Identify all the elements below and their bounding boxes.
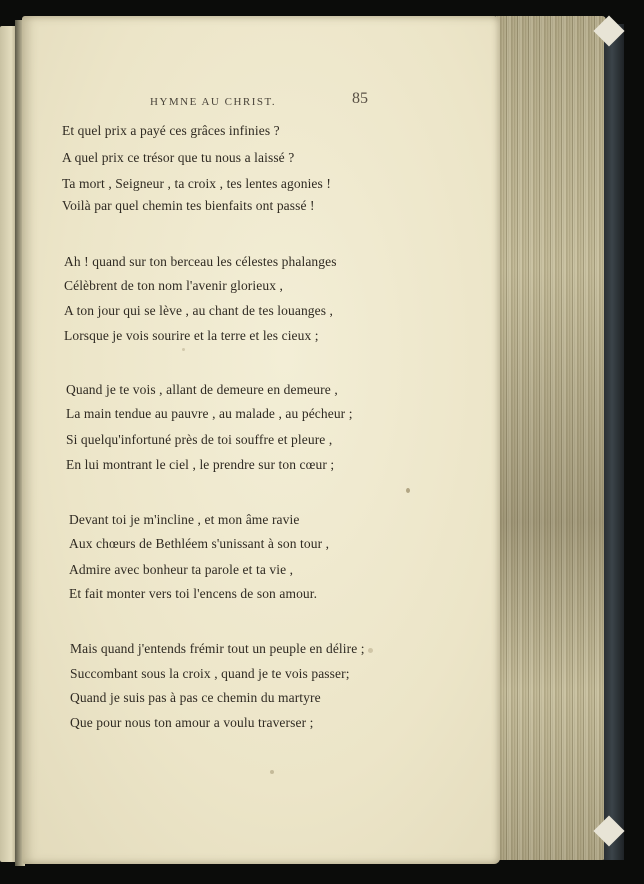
verse-line: Voilà par quel chemin tes bienfaits ont passé !	[62, 198, 315, 213]
verse-line: Admire avec bonheur ta parole et ta vie ,	[69, 562, 294, 577]
foxing-speck	[182, 348, 185, 351]
verse-line: Ah ! quand sur ton berceau les célestes phalanges	[64, 254, 337, 269]
verse-line: Si quelqu'infortuné près de toi souffre et pleure ,	[66, 432, 333, 447]
running-title: HYMNE AU CHRIST.	[150, 96, 277, 108]
verse-line: Quand je suis pas à pas ce chemin du martyre	[70, 690, 321, 705]
verse-line: A quel prix ce trésor que tu nous a laissé ?	[62, 150, 295, 165]
verse-line: Et fait monter vers toi l'encens de son amour.	[69, 586, 318, 601]
book-cover-edge	[604, 24, 624, 860]
verse-line: Célèbrent de ton nom l'avenir glorieux ,	[64, 278, 283, 293]
foxing-speck	[270, 770, 274, 774]
page-number: 85	[352, 90, 368, 107]
verse-line: Lorsque je vois sourire et la terre et les cieux ;	[64, 328, 319, 343]
foxing-speck	[406, 488, 410, 493]
verse-line: La main tendue au pauvre , au malade , au pécheur ;	[66, 406, 353, 421]
facing-page-edge	[0, 26, 16, 862]
verse-line: Succombant sous la croix , quand je te vois passer;	[70, 666, 350, 681]
verse-line: A ton jour qui se lève , au chant de tes louanges ,	[64, 303, 334, 318]
verse-line: Devant toi je m'incline , et mon âme ravie	[69, 512, 300, 527]
verse-line: Aux chœurs de Bethléem s'unissant à son tour ,	[69, 536, 330, 551]
page-block-fore-edge	[496, 16, 606, 860]
verse-line: En lui montrant le ciel , le prendre sur ton cœur ;	[66, 457, 335, 472]
verse-line: Mais quand j'entends frémir tout un peuple en délire ;	[70, 641, 365, 656]
verse-line: Quand je te vois , allant de demeure en demeure ,	[66, 382, 338, 397]
verse-line: Et quel prix a payé ces grâces infinies ?	[62, 123, 280, 138]
foxing-speck	[368, 648, 373, 653]
verse-line: Que pour nous ton amour a voulu traverser ;	[70, 715, 314, 730]
verse-line: Ta mort , Seigneur , ta croix , tes lentes agonies !	[62, 176, 331, 191]
